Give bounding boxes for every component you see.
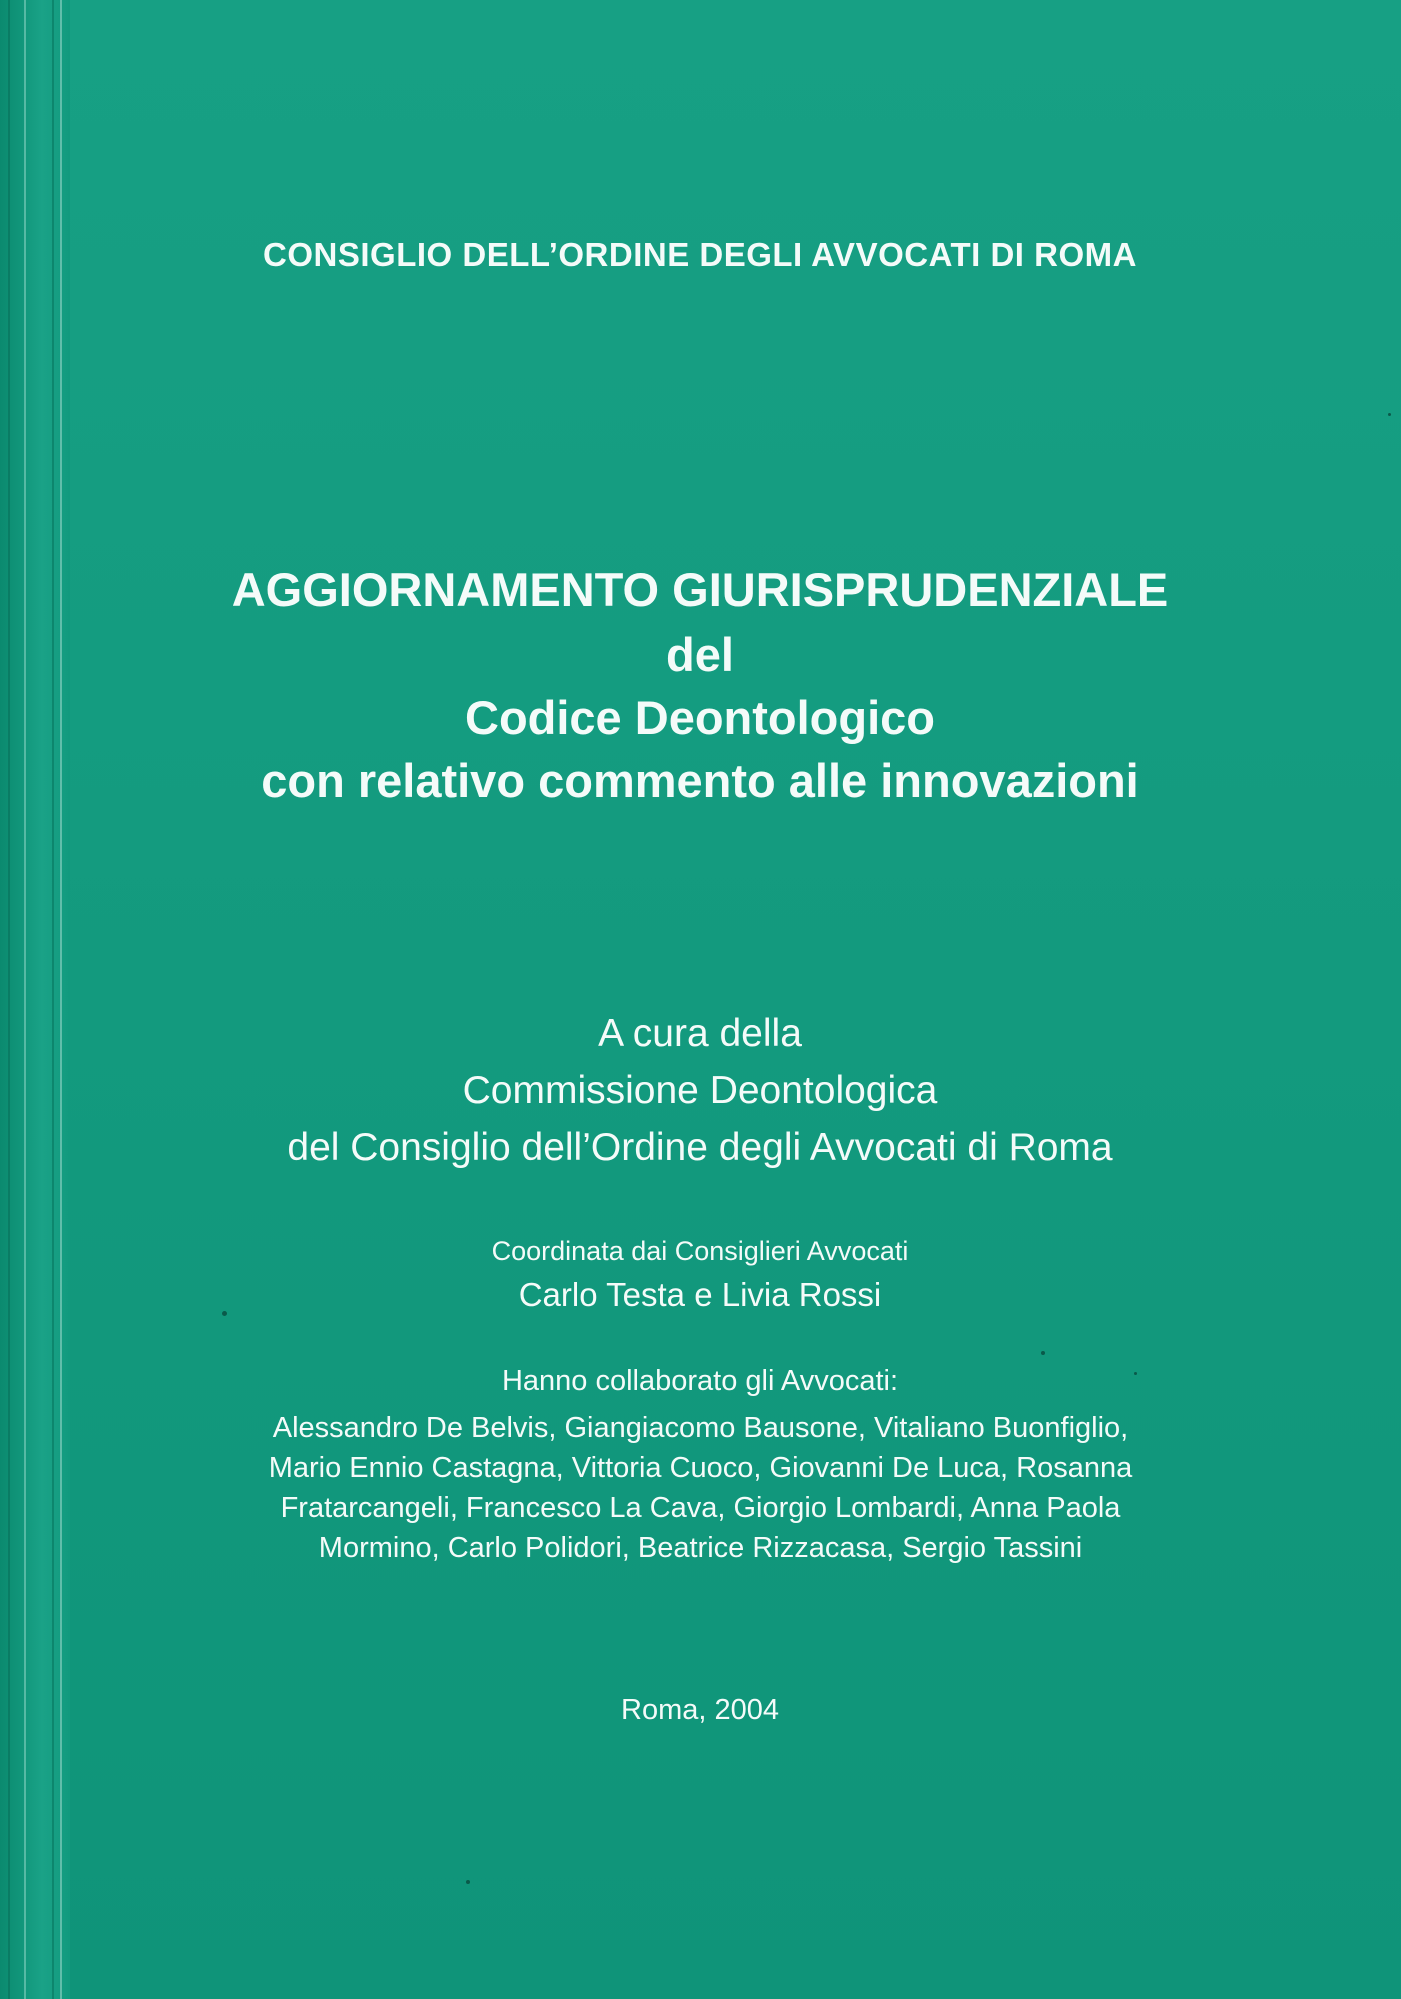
- spine-fold-line: [8, 0, 10, 1999]
- coordination-label: Coordinata dai Consiglieri Avvocati: [491, 1236, 909, 1266]
- title-line-4: con relativo commento alle innovazioni: [261, 754, 1139, 807]
- editor-line-3: del Consiglio dell’Ordine degli Avvocati di Roma: [287, 1126, 1113, 1169]
- collaborators-line: Mario Ennio Castagna, Vittoria Cuoco, Giovanni De Luca, Rosanna: [268, 1452, 1133, 1484]
- surface-speck: [1041, 1351, 1045, 1355]
- editor-line-1: A cura della: [598, 1012, 802, 1055]
- title-line-2: del: [666, 628, 734, 681]
- book-spine: [0, 0, 70, 1999]
- surface-speck: [466, 1880, 470, 1884]
- institution-header: CONSIGLIO DELL’ORDINE DEGLI AVVOCATI DI ROMA: [263, 236, 1137, 273]
- collaborators-line: Alessandro De Belvis, Giangiacomo Bausone, Vitaliano Buonfiglio,: [272, 1412, 1129, 1444]
- surface-speck: [1388, 413, 1391, 416]
- title-line-3: Codice Deontologico: [465, 691, 935, 744]
- surface-speck: [1134, 1372, 1137, 1375]
- title-line-1: AGGIORNAMENTO GIURISPRUDENZIALE: [231, 563, 1169, 616]
- place-and-year: Roma, 2004: [621, 1694, 779, 1726]
- spine-highlight-line: [60, 0, 62, 1999]
- collaborators-label: Hanno collaborato gli Avvocati:: [501, 1365, 899, 1397]
- coordination-names: Carlo Testa e Livia Rossi: [518, 1276, 882, 1313]
- collaborators-line: Mormino, Carlo Polidori, Beatrice Rizzacasa, Sergio Tassini: [318, 1532, 1083, 1564]
- surface-speck: [222, 1311, 227, 1316]
- spine-highlight-line: [24, 0, 26, 1999]
- collaborators-line: Fratarcangeli, Francesco La Cava, Giorgio Lombardi, Anna Paola: [280, 1492, 1121, 1524]
- editor-line-2: Commissione Deontologica: [462, 1069, 938, 1112]
- spine-fold-line: [52, 0, 54, 1999]
